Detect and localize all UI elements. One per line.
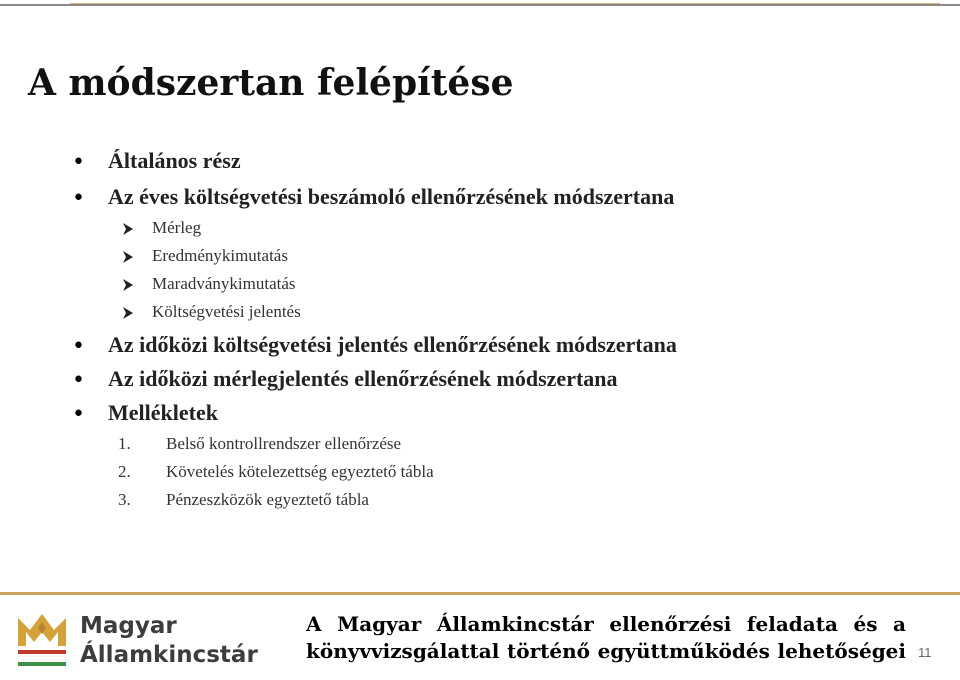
footer-caption: A Magyar Államkincstár ellenőrzési feladata és a könyvvizsgálattal történő együttműködés lehetőségei [306,612,906,663]
bullet-dot: • [72,334,85,359]
bullet-dot: • [72,368,85,393]
numbered-item: Belső kontrollrendszer ellenőrzése [166,434,402,453]
list-item: Mellékletek [108,400,218,425]
arrow-bullet-icon [121,222,135,236]
arrow-bullet-icon [121,278,135,292]
list-item: Az időközi költségvetési jelentés ellenőrzésének módszertana [108,332,677,357]
bullet-dot: • [72,150,85,175]
numbered-item: Követelés kötelezettség egyeztető tábla [166,462,434,481]
list-item: Az időközi mérlegjelentés ellenőrzésének módszertana [108,366,618,391]
top-rule [0,0,960,8]
list-number: 3. [118,490,131,509]
logo-text-line1: Magyar [80,613,177,639]
sub-list-item: Mérleg [152,218,202,237]
slide-title: A módszertan felépítése [28,62,514,104]
list-item: Az éves költségvetési beszámoló ellenőrzésének módszertana [108,184,675,209]
page-number: 11 [918,645,932,660]
list-number: 2. [118,462,131,481]
bullet-dot: • [72,186,85,211]
list-item: Általános rész [108,148,241,173]
numbered-item: Pénzeszközök egyeztető tábla [166,490,369,509]
arrow-bullet-icon [121,306,135,320]
sub-list-item: Költségvetési jelentés [152,302,301,321]
sub-list-item: Maradványkimutatás [152,274,296,293]
sub-list-item: Eredménykimutatás [152,246,288,265]
footer-rule [0,592,960,595]
arrow-bullet-icon [121,250,135,264]
bullet-dot: • [72,402,85,427]
list-number: 1. [118,434,131,453]
logo-text-line2: Államkincstár [80,642,258,668]
